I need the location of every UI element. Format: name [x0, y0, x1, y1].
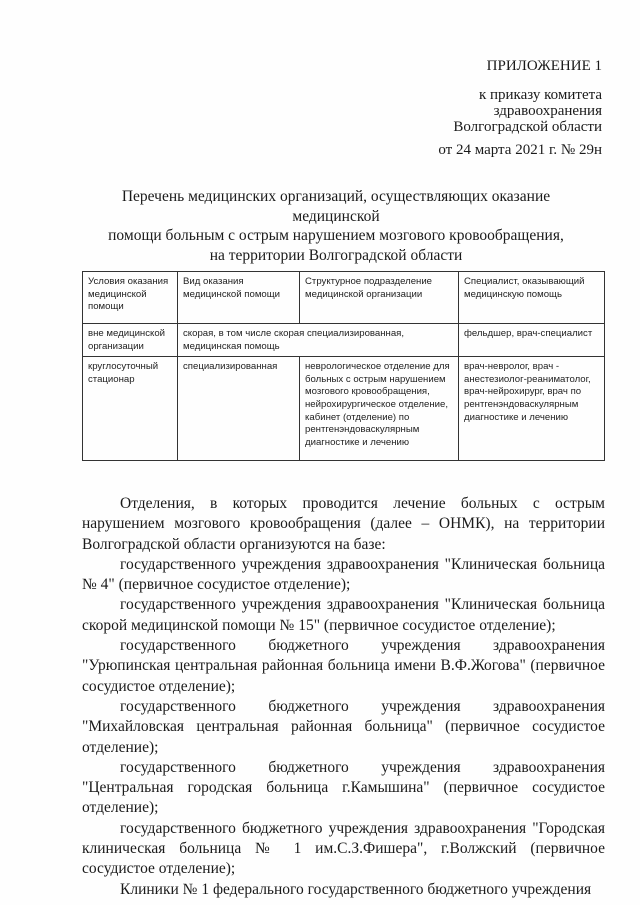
appendix-line-1: к приказу комитета [478, 87, 602, 103]
order-date-number: от 24 марта 2021 г. № 29н [438, 142, 602, 158]
cell-specialist: врач-невролог, врач - анестезиолог-реаниматолог, врач-нейрохирург, врач по рентгенэндоваскулярным диагностике и лечению [459, 357, 605, 461]
title-line-2: помощи больным с острым нарушением мозгового кровообращения, [108, 227, 564, 244]
list-item: государственного учреждения здравоохранения "Клиническая больница скорой медицинской помощи № 15" (первичное сосудистое отделение); [82, 596, 605, 634]
table-row [83, 357, 605, 461]
table-header-row [83, 272, 605, 324]
cell-condition: вне медицинской организации [83, 324, 178, 357]
title-line-3: на территории Волгоградской области [209, 246, 463, 264]
list-item: государственного бюджетного учреждения здравоохранения "Городская клиническая больница № 1 им.С.З.Фишера", г.Волжский (первичное сосудистое отделение); [82, 819, 605, 878]
header-specialist: Специалист, оказывающий медицинскую помощь [459, 272, 605, 324]
cell-specialist: фельдшер, врач-специалист [459, 324, 605, 357]
header-type: Вид оказания медицинской помощи [178, 272, 300, 324]
organizations-table [82, 271, 605, 461]
appendix-line-3: Волгоградской области [453, 119, 602, 135]
appendix-label: ПРИЛОЖЕНИЕ 1 [486, 58, 602, 74]
list-item: государственного учреждения здравоохранения "Клиническая больница № 4" (первичное сосудистое отделение); [82, 555, 605, 594]
cell-type: скорая, в том числе скорая специализированная, медицинская помощь [178, 324, 459, 357]
cell-type: специализированная [178, 357, 300, 461]
list-item: государственного бюджетного учреждения здравоохранения "Центральная городская больница г.Камышина" (первичное сосудистое отделение); [82, 758, 605, 817]
list-item: государственного бюджетного учреждения здравоохранения "Михайловская центральная районная больница" (первичное сосудистое отделение); [82, 697, 605, 756]
list-item: Клиники № 1 федерального государственного бюджетного учреждения [120, 880, 592, 898]
header-unit: Структурное подразделение медицинской организации [300, 272, 459, 324]
list-item: государственного бюджетного учреждения здравоохранения "Урюпинская центральная районная больница имени В.Ф.Жогова" (первичное сосудистое отделение); [82, 637, 605, 695]
paragraph-intro: Отделения, в которых проводится лечение больных с острым нарушением мозгового кровообращения (далее – ОНМК), на территории Волгоградской области организуются на базе: [82, 495, 605, 553]
table-row [83, 324, 605, 357]
cell-condition: круглосуточный стационар [83, 357, 178, 461]
title-line-1: Перечень медицинских организаций, осуществляющих оказание медицинской [121, 188, 551, 225]
header-condition: Условия оказания медицинской помощи [83, 272, 178, 324]
document-title [86, 187, 586, 265]
appendix-line-2: здравоохранения [493, 103, 602, 119]
cell-unit: неврологическое отделение для больных с острым нарушением мозгового кровообращения, нейрохирургическое отделение, кабинет (отделение) по рентгенэндоваскулярным диагностике и лечению [300, 357, 459, 461]
document-body [82, 494, 605, 900]
